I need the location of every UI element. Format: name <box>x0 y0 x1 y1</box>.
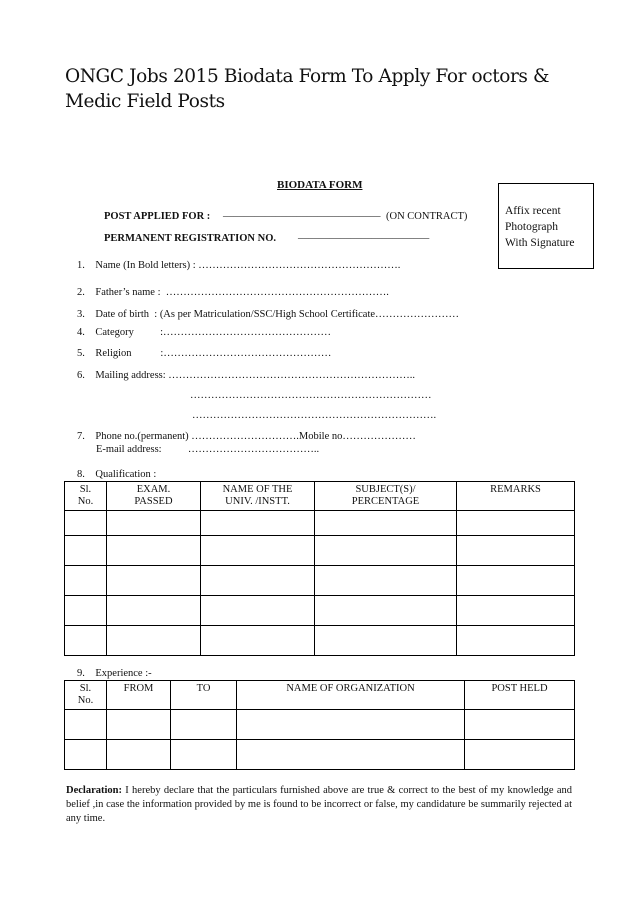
mailing-address-line[interactable]: ……………………………………………………………. <box>192 410 437 421</box>
table-cell[interactable] <box>315 626 457 656</box>
table-cell[interactable] <box>107 511 201 536</box>
table-header: NAME OF THE UNIV. /INSTT. <box>201 482 315 511</box>
declaration-label: Declaration: <box>66 785 122 796</box>
table-cell[interactable] <box>65 740 107 770</box>
table-header: TO <box>171 681 237 710</box>
table-cell[interactable] <box>107 536 201 566</box>
table-cell[interactable] <box>457 511 575 536</box>
dob-field[interactable]: 3. Date of birth : (As per Matriculation/SSC/High School Certificate…………………… <box>77 309 460 320</box>
experience-table <box>64 680 575 770</box>
table-row <box>65 566 575 596</box>
table-cell[interactable] <box>65 596 107 626</box>
mailing-address-line[interactable]: …………………………………………………………… <box>190 390 432 401</box>
experience-label: 9. Experience :- <box>77 668 152 679</box>
photo-box-line: With Signature <box>505 237 575 249</box>
email-field[interactable]: E-mail address: ……………………………….. <box>96 444 320 455</box>
registration-field[interactable]: _________________________ <box>298 229 430 240</box>
father-name-field[interactable]: 2. Father’s name : ………………………………………………………. <box>77 287 389 298</box>
table-header: Sl. No. <box>65 482 107 511</box>
post-applied-field[interactable]: ______________________________ <box>223 207 381 218</box>
table-row <box>65 511 575 536</box>
table-cell[interactable] <box>107 710 171 740</box>
table-cell[interactable] <box>457 566 575 596</box>
name-field[interactable]: 1. Name (In Bold letters) : …………………………………………………. <box>77 260 401 271</box>
mailing-address-field[interactable]: 6. Mailing address: …………………………………………………………….. <box>77 370 416 381</box>
phone-field[interactable]: 7. Phone no.(permanent) ………………………….Mobile no………………… <box>77 431 416 442</box>
table-cell[interactable] <box>107 740 171 770</box>
table-cell[interactable] <box>315 536 457 566</box>
table-cell[interactable] <box>201 596 315 626</box>
table-cell[interactable] <box>457 536 575 566</box>
table-header: REMARKS <box>457 482 575 511</box>
table-cell[interactable] <box>107 596 201 626</box>
table-header: EXAM. PASSED <box>107 482 201 511</box>
table-cell[interactable] <box>201 536 315 566</box>
table-cell[interactable] <box>201 566 315 596</box>
table-header: FROM <box>107 681 171 710</box>
qualification-label: 8. Qualification : <box>77 469 157 480</box>
table-cell[interactable] <box>465 710 575 740</box>
photo-box-line: Photograph <box>505 221 559 233</box>
table-cell[interactable] <box>237 710 465 740</box>
table-header: SUBJECT(S)/ PERCENTAGE <box>315 482 457 511</box>
table-row <box>65 710 575 740</box>
table-cell[interactable] <box>65 626 107 656</box>
table-row <box>65 536 575 566</box>
table-cell[interactable] <box>65 710 107 740</box>
declaration-text: I hereby declare that the particulars furnished above are true & correct to the best of my knowledge and belief ,in case the information provided by me is found to be incorrect or false, my candidature be summarily rejected at any time. <box>66 785 572 824</box>
photo-box-line: Affix recent <box>505 205 561 217</box>
table-cell[interactable] <box>237 740 465 770</box>
table-cell[interactable] <box>107 626 201 656</box>
contract-note: (ON CONTRACT) <box>386 211 468 222</box>
table-cell[interactable] <box>171 740 237 770</box>
table-header: NAME OF ORGANIZATION <box>237 681 465 710</box>
form-heading: BIODATA FORM <box>277 179 363 191</box>
table-cell[interactable] <box>171 710 237 740</box>
table-header: POST HELD <box>465 681 575 710</box>
table-cell[interactable] <box>457 596 575 626</box>
table-cell[interactable] <box>65 566 107 596</box>
table-cell[interactable] <box>315 511 457 536</box>
table-cell[interactable] <box>457 626 575 656</box>
table-row <box>65 740 575 770</box>
table-cell[interactable] <box>315 596 457 626</box>
page-title: ONGC Jobs 2015 Biodata Form To Apply For octors & Medic Field Posts <box>65 66 550 112</box>
table-cell[interactable] <box>315 566 457 596</box>
category-field[interactable]: 4. Category :………………………………………… <box>77 327 332 338</box>
registration-label: PERMANENT REGISTRATION NO. <box>104 233 277 244</box>
declaration <box>66 784 572 826</box>
table-row <box>65 626 575 656</box>
table-cell[interactable] <box>201 511 315 536</box>
table-cell[interactable] <box>465 740 575 770</box>
qualification-table <box>64 481 575 656</box>
table-cell[interactable] <box>65 511 107 536</box>
table-cell[interactable] <box>201 626 315 656</box>
table-header: Sl. No. <box>65 681 107 710</box>
religion-field[interactable]: 5. Religion :………………………………………… <box>77 348 332 359</box>
photo-box[interactable] <box>498 183 594 269</box>
table-row <box>65 596 575 626</box>
table-cell[interactable] <box>107 566 201 596</box>
post-applied-label: POST APPLIED FOR : <box>104 211 211 222</box>
table-cell[interactable] <box>65 536 107 566</box>
